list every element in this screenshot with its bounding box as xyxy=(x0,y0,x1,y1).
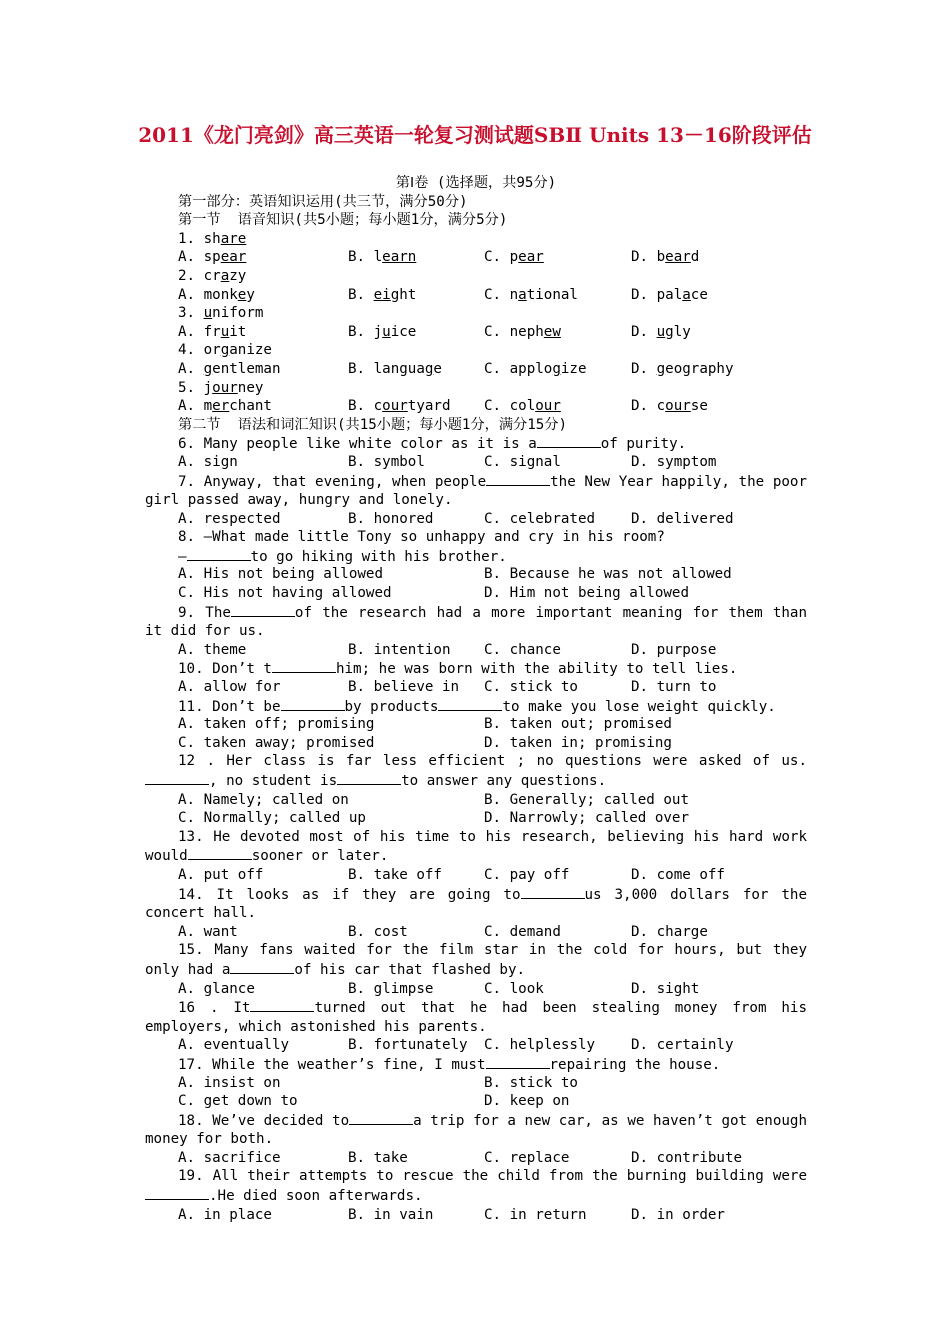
answer-blank xyxy=(145,771,209,785)
option: A. spear xyxy=(178,249,247,266)
answer-blank xyxy=(281,697,345,711)
options-row xyxy=(145,248,807,267)
options-row xyxy=(145,323,807,342)
question-9: 9. The of the research had a more important meaning for them than it did for us. xyxy=(145,604,807,640)
option: B. language xyxy=(348,360,442,377)
section-heading: 第一节 语音知识(共5小题；每小题1分，满分5分) xyxy=(178,212,508,229)
phonetics-question: 1. share xyxy=(178,230,247,247)
option: D. course xyxy=(631,398,708,415)
phonetics-questions xyxy=(145,230,807,416)
option: B. juice xyxy=(348,323,417,340)
options-row xyxy=(145,360,807,379)
option: B. eight xyxy=(348,286,417,303)
exam-body xyxy=(145,174,807,1224)
answer-blank xyxy=(438,697,502,711)
question-15: 15. Many fans waited for the film star in the cold for hours, but they only had a of his car that flashed by. xyxy=(145,942,807,978)
answer-blank xyxy=(250,998,314,1012)
answer-blank xyxy=(272,659,336,673)
question-17: 17. While the weather’s fine, I must repairing the house. xyxy=(178,1056,721,1073)
options-row: C. get down to D. keep on xyxy=(178,1093,570,1110)
options-row: A. want B. cost C. demand D. charge xyxy=(178,923,708,940)
question-11: 11. Don’t be by products to make you lose weight quickly. xyxy=(178,698,776,715)
question-14: 14. It looks as if they are going to us 3,000 dollars for the concert hall. xyxy=(145,886,807,922)
options-row: A. put off B. take off C. pay off D. come off xyxy=(178,866,725,883)
phonetics-question: 2. crazy xyxy=(178,267,247,284)
option: C. nephew xyxy=(484,323,561,340)
answer-blank xyxy=(145,1186,209,1200)
question-13: 13. He devoted most of his time to his research, believing his hard work would sooner or later. xyxy=(145,828,807,865)
options-row: A. insist on B. stick to xyxy=(178,1074,578,1091)
options-row: A. sacrifice B. take C. replace D. contribute xyxy=(178,1149,743,1166)
option: C. applogize xyxy=(484,360,587,377)
option: C. national xyxy=(484,286,578,303)
volume-heading: 第Ⅰ卷 (选择题，共95分) xyxy=(395,175,557,191)
option: C. colour xyxy=(484,398,561,415)
option: D. beard xyxy=(631,249,700,266)
option: A. merchant xyxy=(178,398,272,415)
question-16: 16 . It turned out that he had been stealing money from his employers, which astonished his parents. xyxy=(145,1000,808,1035)
phonetics-question: 3. uniform xyxy=(178,305,264,322)
page-title: 2011《龙门亮剑》高三英语一轮复习测试题SBⅡ Units 13－16阶段评估 xyxy=(138,123,812,147)
options-row xyxy=(145,286,807,305)
options-row: A. sign B. symbol C. signal D. symptom xyxy=(178,453,717,470)
answer-blank xyxy=(486,472,550,486)
question-6: 6. Many people like white color as it is a of purity. xyxy=(178,436,687,453)
question-8-reply: — to go hiking with his brother. xyxy=(178,548,507,565)
answer-blank xyxy=(230,960,294,974)
options-row: A. allow for B. believe in C. stick to D. turn to xyxy=(178,679,717,696)
question-10: 10. Don’t t him; he was born with the ability to tell lies. xyxy=(178,661,738,678)
options-row: A. glance B. glimpse C. look D. sight xyxy=(178,980,700,997)
option: C. pear xyxy=(484,249,544,266)
options-row: C. taken away; promised D. taken in; promising xyxy=(178,734,672,751)
option: D. palace xyxy=(631,286,708,303)
phonetics-question: 4. organize xyxy=(178,342,272,359)
option: B. learn xyxy=(348,249,417,266)
options-row xyxy=(145,397,807,416)
answer-blank xyxy=(521,885,585,899)
answer-blank xyxy=(537,434,601,448)
answer-blank xyxy=(349,1111,413,1125)
answer-blank xyxy=(486,1055,550,1069)
option: D. geography xyxy=(631,360,734,377)
answer-blank xyxy=(337,771,401,785)
option: A. monkey xyxy=(178,286,255,303)
options-row: A. His not being allowed B. Because he was not allowed xyxy=(178,566,732,583)
options-row: C. Normally; called up D. Narrowly; called over xyxy=(178,810,689,827)
answer-blank xyxy=(187,547,251,561)
options-row: A. taken off; promising B. taken out; promised xyxy=(178,716,672,733)
options-row: A. eventually B. fortunately C. helplessly D. certainly xyxy=(178,1037,734,1054)
option: A. gentleman xyxy=(178,360,281,377)
options-row: A. in place B. in vain C. in return D. in order xyxy=(178,1206,725,1223)
answer-blank xyxy=(231,603,295,617)
question-19: 19. All their attempts to rescue the child from the burning building were.He died soon afterwards. xyxy=(145,1167,807,1205)
option: B. courtyard xyxy=(348,398,451,415)
section-heading-grammar: 第二节 语法和词汇知识(共15小题；每小题1分，满分15分) xyxy=(178,416,568,433)
option: A. fruit xyxy=(178,323,247,340)
part-heading: 第一部分：英语知识运用(共三节，满分50分) xyxy=(178,193,468,210)
options-row: C. His not having allowed D. Him not being allowed xyxy=(178,585,689,602)
question-8: 8. —What made little Tony so unhappy and cry in his room? xyxy=(178,529,665,546)
options-row: A. theme B. intention C. chance D. purpose xyxy=(178,641,717,658)
phonetics-question: 5. journey xyxy=(178,379,264,396)
answer-blank xyxy=(188,846,252,860)
options-row: A. respected B. honored C. celebrated D. delivered xyxy=(178,510,734,527)
question-18: 18. We’ve decided to a trip for a new car, as we haven’t got enough money for both. xyxy=(145,1112,807,1148)
option: D. ugly xyxy=(631,323,691,340)
options-row: A. Namely; called on B. Generally; called out xyxy=(178,791,689,808)
question-12: 12 . Her class is far less efficient ; no questions were asked of us., no student is to answer any questions. xyxy=(145,752,807,790)
question-7: 7. Anyway, that evening, when people the New Year happily, the poor girl passed away, hungry and lonely. xyxy=(145,473,807,509)
